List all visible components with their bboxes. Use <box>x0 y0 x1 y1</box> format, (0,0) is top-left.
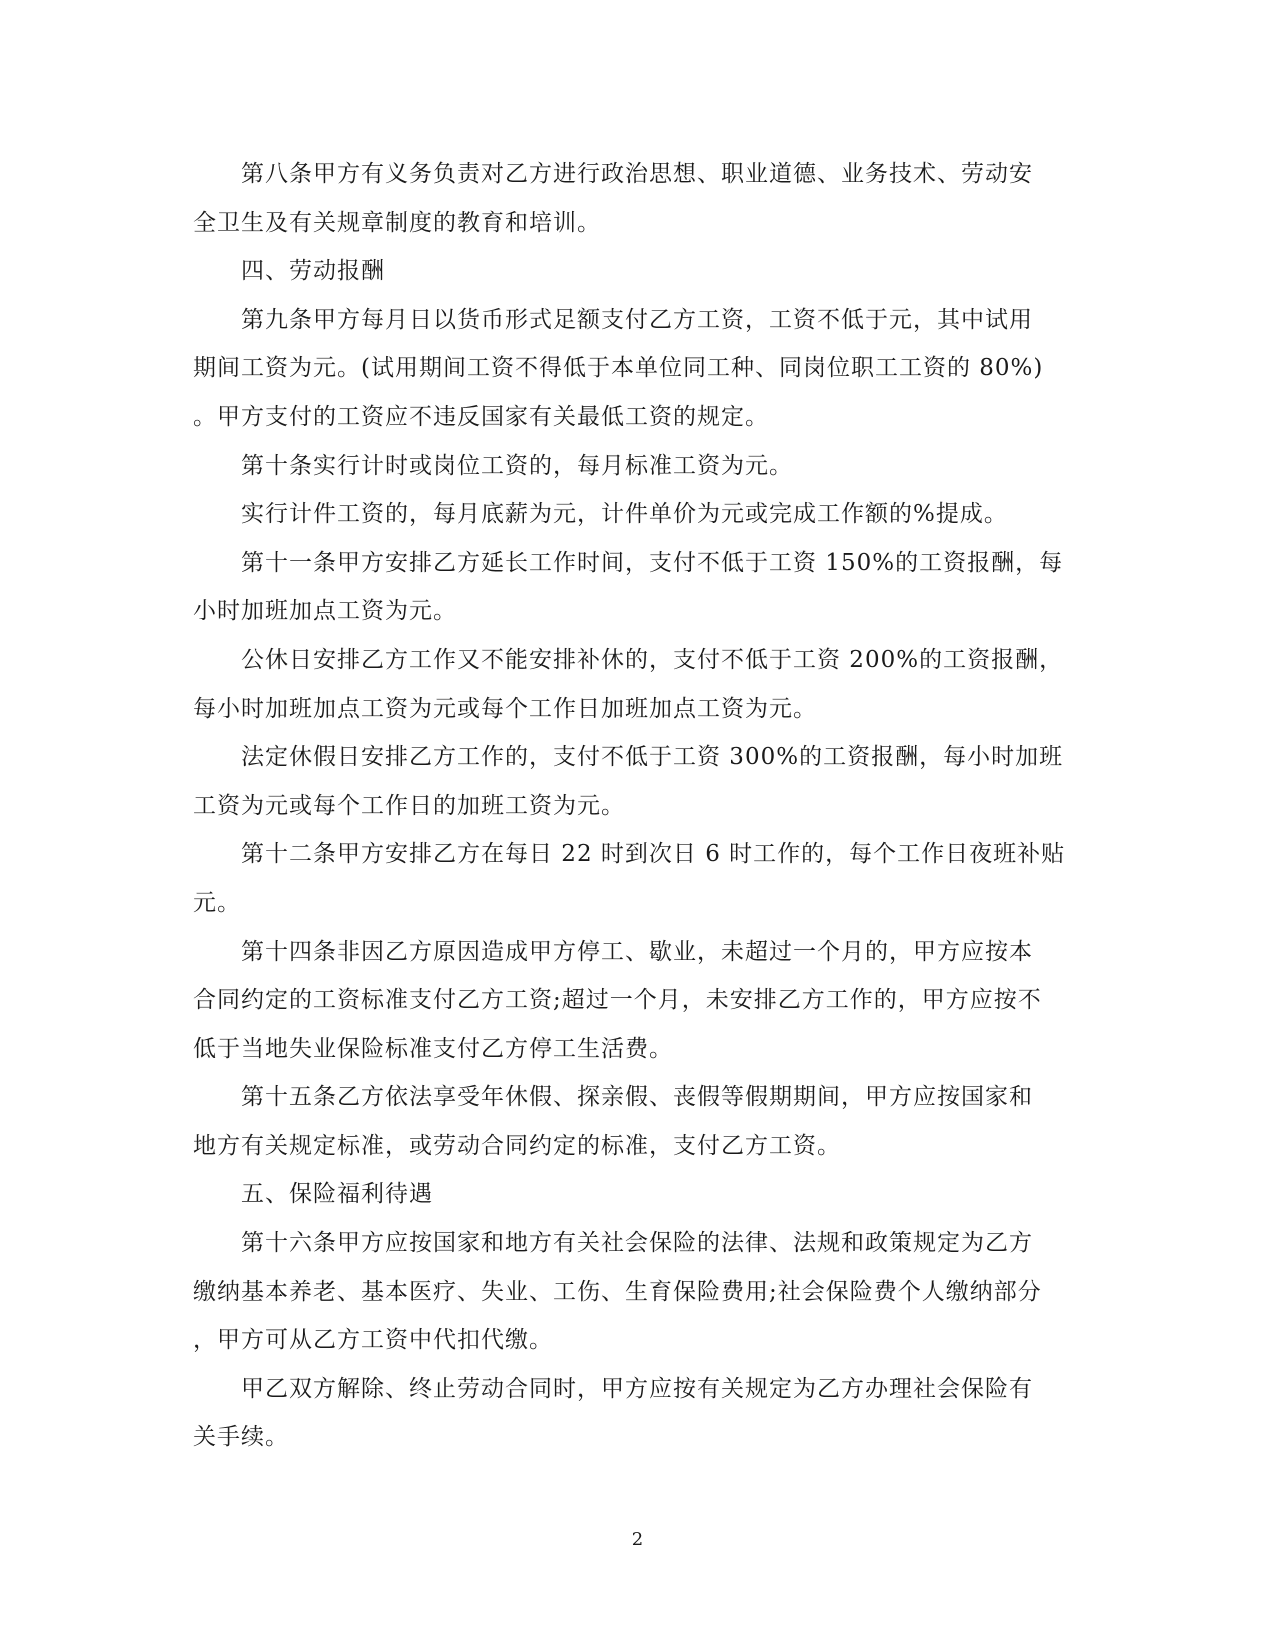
article-9-line-2: 期间工资为元。(试用期间工资不得低于本单位同工种、同岗位职工工资的 80%) <box>193 355 1044 382</box>
holiday-paragraph-line-2: 工资为元或每个工作日的加班工资为元。 <box>193 792 625 819</box>
termination-paragraph-line-1: 甲乙双方解除、终止劳动合同时，甲方应按有关规定为乙方办理社会保险有 <box>241 1375 1033 1402</box>
article-12-line-2: 元。 <box>193 889 241 916</box>
article-11-line-2: 小时加班加点工资为元。 <box>193 598 457 625</box>
article-14-line-2: 合同约定的工资标准支付乙方工资;超过一个月，未安排乙方工作的，甲方应按不 <box>193 987 1042 1014</box>
section-heading-labor-pay: 四、劳动报酬 <box>241 258 385 285</box>
piece-rate-paragraph: 实行计件工资的，每月底薪为元，计件单价为元或完成工作额的%提成。 <box>241 501 1008 528</box>
article-16-line-2: 缴纳基本养老、基本医疗、失业、工伤、生育保险费用;社会保险费个人缴纳部分 <box>193 1278 1042 1305</box>
rest-day-paragraph-line-1: 公休日安排乙方工作又不能安排补休的，支付不低于工资 200%的工资报酬， <box>241 646 1064 673</box>
article-14-line-3: 低于当地失业保险标准支付乙方停工生活费。 <box>193 1035 673 1062</box>
holiday-paragraph-line-1: 法定休假日安排乙方工作的，支付不低于工资 300%的工资报酬，每小时加班 <box>241 744 1064 771</box>
article-16-line-1: 第十六条甲方应按国家和地方有关社会保险的法律、法规和政策规定为乙方 <box>241 1230 1033 1257</box>
article-12-line-1: 第十二条甲方安排乙方在每日 22 时到次日 6 时工作的，每个工作日夜班补贴 <box>241 841 1066 868</box>
article-8-line-2: 全卫生及有关规章制度的教育和培训。 <box>193 209 601 236</box>
article-11-line-1: 第十一条甲方安排乙方延长工作时间，支付不低于工资 150%的工资报酬，每 <box>241 549 1064 576</box>
article-8-line-1: 第八条甲方有义务负责对乙方进行政治思想、职业道德、业务技术、劳动安 <box>241 161 1033 187</box>
article-15-line-2: 地方有关规定标准，或劳动合同约定的标准，支付乙方工资。 <box>193 1132 841 1159</box>
section-heading-insurance: 五、保险福利待遇 <box>241 1181 433 1208</box>
article-16-line-3: ，甲方可从乙方工资中代扣代缴。 <box>193 1327 553 1354</box>
rest-day-paragraph-line-2: 每小时加班加点工资为元或每个工作日加班加点工资为元。 <box>193 695 817 722</box>
article-14-line-1: 第十四条非因乙方原因造成甲方停工、歇业，未超过一个月的，甲方应按本 <box>241 938 1033 965</box>
document-body <box>193 150 1083 1462</box>
article-10-line-1: 第十条实行计时或岗位工资的，每月标准工资为元。 <box>241 452 793 479</box>
article-9-line-3: 。甲方支付的工资应不违反国家有关最低工资的规定。 <box>193 403 769 430</box>
article-9-line-1: 第九条甲方每月日以货币形式足额支付乙方工资，工资不低于元，其中试用 <box>241 306 1033 333</box>
page-number: 2 <box>631 1529 644 1550</box>
article-15-line-1: 第十五条乙方依法享受年休假、探亲假、丧假等假期期间，甲方应按国家和 <box>241 1084 1033 1111</box>
termination-paragraph-line-2: 关手续。 <box>193 1424 289 1451</box>
